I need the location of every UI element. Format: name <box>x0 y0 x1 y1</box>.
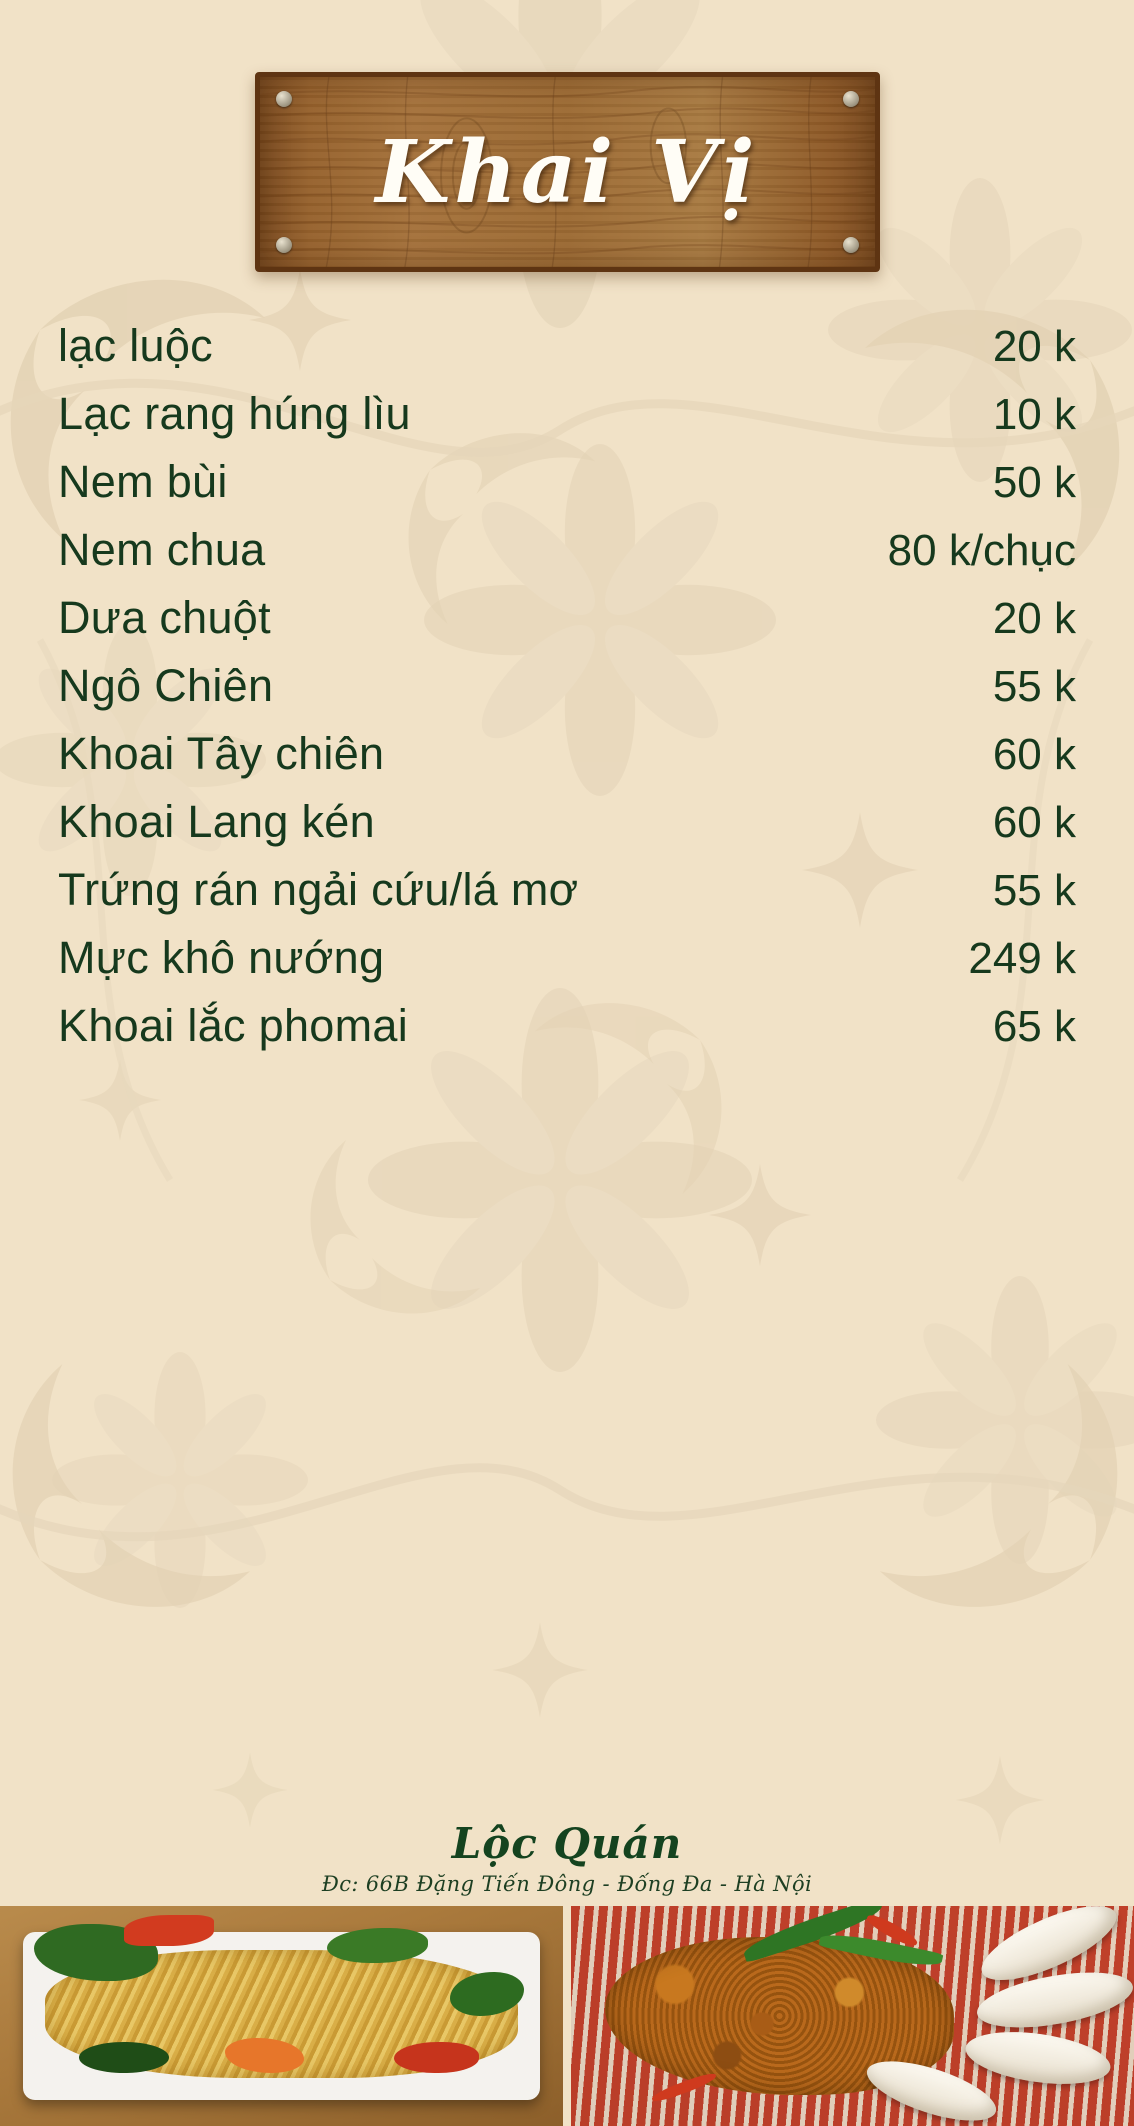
menu-item-name: Dưa chuột <box>58 592 271 643</box>
menu-item-price: 80 k/chục <box>887 526 1076 575</box>
menu-item-price: 10 k <box>992 390 1076 439</box>
menu-item-row <box>58 660 1076 712</box>
screw-icon <box>276 237 292 253</box>
menu-item-price: 20 k <box>992 322 1076 371</box>
menu-item-row <box>58 864 1076 916</box>
noodle-dish-photo <box>0 1906 563 2126</box>
menu-item-price: 60 k <box>992 798 1076 847</box>
menu-item-name: Khoai Lang kén <box>58 796 375 847</box>
screw-icon <box>843 237 859 253</box>
photo-strip <box>0 1906 1134 2126</box>
menu-item-row <box>58 388 1076 440</box>
menu-item-name: lạc luộc <box>58 320 213 371</box>
brand-footer <box>0 1819 1134 1906</box>
brand-name: Lộc Quán <box>451 1819 683 1868</box>
screw-icon <box>276 91 292 107</box>
menu-item-price: 249 k <box>968 934 1076 983</box>
vegetable-shape <box>124 1915 214 1946</box>
menu-item-price: 60 k <box>992 730 1076 779</box>
minced-pork-photo <box>571 1906 1134 2126</box>
menu-item-name: Lạc rang húng lìu <box>58 388 411 439</box>
wooden-sign <box>255 72 880 272</box>
menu-list <box>0 300 1134 1068</box>
menu-item-price: 20 k <box>992 594 1076 643</box>
menu-item-name: Khoai Tây chiên <box>58 728 385 779</box>
brand-address: Đc: 66B Đặng Tiến Đông - Đống Đa - Hà Nội <box>321 1872 813 1896</box>
menu-item-name: Nem bùi <box>58 456 228 507</box>
menu-item-name: Khoai lắc phomai <box>58 1000 409 1051</box>
menu-item-name: Nem chua <box>58 524 266 575</box>
menu-item-row <box>58 796 1076 848</box>
menu-item-name: Ngô Chiên <box>58 660 274 711</box>
menu-item-row <box>58 1000 1076 1052</box>
menu-item-name: Trứng rán ngải cứu/lá mơ <box>58 864 579 915</box>
menu-item-row <box>58 456 1076 508</box>
vegetable-shape <box>394 2042 478 2073</box>
menu-item-row <box>58 728 1076 780</box>
menu-item-price: 65 k <box>992 1002 1076 1051</box>
menu-item-row <box>58 932 1076 984</box>
menu-item-price: 55 k <box>992 662 1076 711</box>
header-sign-area <box>0 0 1134 300</box>
menu-item-name: Mực khô nướng <box>58 932 385 983</box>
menu-item-price: 50 k <box>992 458 1076 507</box>
menu-item-price: 55 k <box>992 866 1076 915</box>
menu-item-row <box>58 592 1076 644</box>
menu-item-row <box>58 320 1076 372</box>
vegetable-shape <box>79 2042 169 2073</box>
page-title: Khai Vị <box>375 121 759 223</box>
menu-item-row <box>58 524 1076 576</box>
screw-icon <box>843 91 859 107</box>
